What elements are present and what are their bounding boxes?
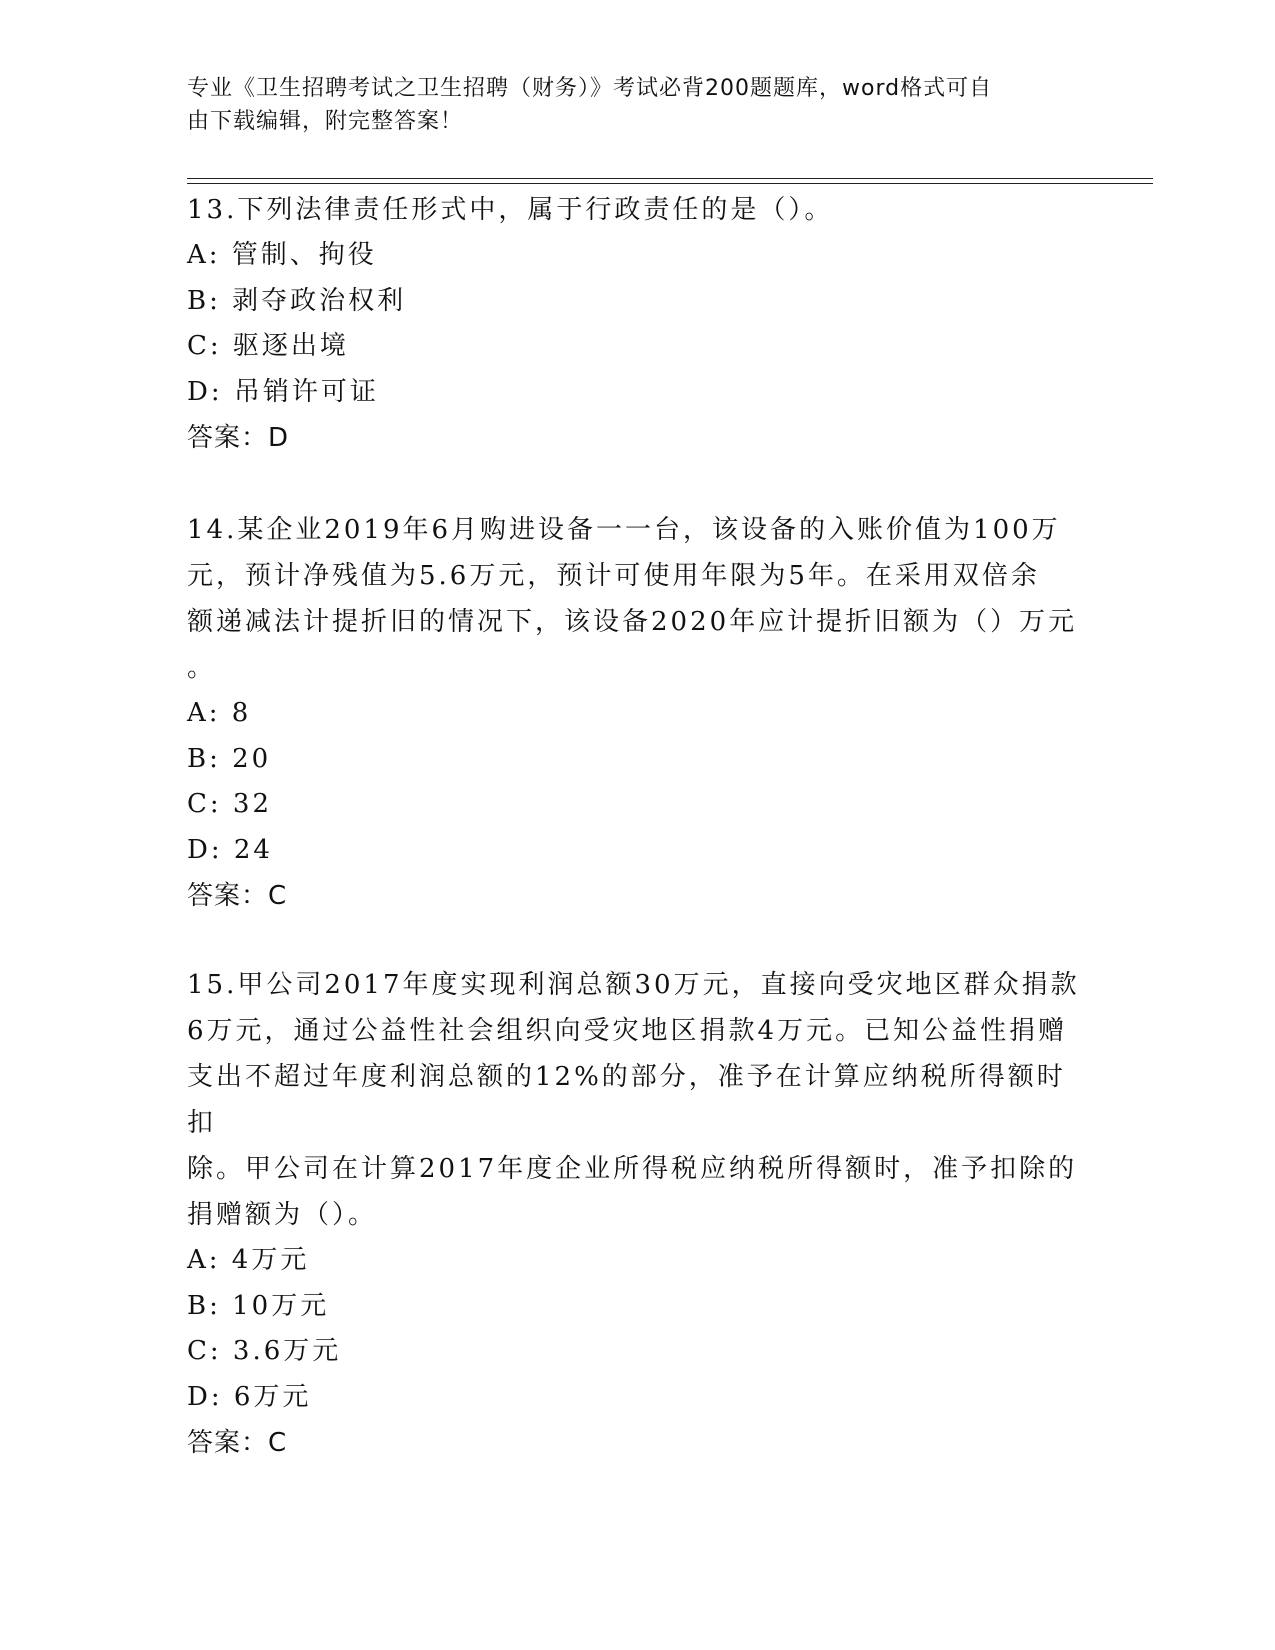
question-14-option-a: A: 8 [187, 698, 252, 728]
question-15-answer: 答案：C [187, 1428, 288, 1458]
question-15-stem-line-4: 除。甲公司在计算2017年度企业所得税应纳税所得额时，准予扣除的 [187, 1154, 1078, 1184]
question-14-answer: 答案：C [187, 881, 288, 911]
question-15-option-d: D: 6万元 [187, 1381, 312, 1412]
question-15-option-b: B: 10万元 [187, 1290, 330, 1321]
question-15-option-c: C: 3.6万元 [187, 1336, 342, 1366]
question-14-stem-line-1: 14.某企业2019年6月购进设备一一台，该设备的入账价值为100万 [187, 515, 1061, 545]
question-14-stem-line-2: 元，预计净残值为5.6万元，预计可使用年限为5年。在采用双倍余 [187, 561, 1040, 591]
header-line-1: 专业《卫生招聘考试之卫生招聘（财务）》考试必背200题题库，word格式可自 [187, 76, 993, 101]
header-divider-bottom [187, 183, 1153, 184]
question-14-option-d: D: 24 [187, 834, 273, 865]
question-13 [187, 187, 1087, 461]
question-15-stem-line-1: 15.甲公司2017年度实现利润总额30万元，直接向受灾地区群众捐款 [187, 970, 1080, 1000]
question-14-option-b: B: 20 [187, 743, 272, 774]
question-15 [187, 962, 1087, 1466]
question-14 [187, 507, 1087, 919]
question-13-option-a: A: 管制、拘役 [187, 240, 377, 270]
document-header [187, 72, 1067, 138]
question-14-stem-line-4: 。 [187, 653, 217, 683]
header-divider-top [187, 178, 1153, 179]
question-13-option-d: D: 吊销许可证 [187, 376, 379, 407]
question-15-stem-line-5: 捐赠额为（）。 [187, 1200, 378, 1230]
question-15-stem-line-2: 6万元，通过公益性社会组织向受灾地区捐款4万元。已知公益性捐赠 [187, 1016, 1068, 1046]
question-13-answer: 答案：D [187, 423, 290, 453]
question-13-stem: 13.下列法律责任形式中，属于行政责任的是（）。 [187, 195, 834, 225]
question-15-option-a: A: 4万元 [187, 1245, 310, 1275]
question-15-stem-line-3: 支出不超过年度利润总额的12%的部分，准予在计算应纳税所得额时扣 [187, 1062, 1066, 1138]
question-13-option-b: B: 剥夺政治权利 [187, 285, 407, 316]
question-13-option-c: C: 驱逐出境 [187, 331, 349, 361]
question-14-stem-line-3: 额递减法计提折旧的情况下，该设备2020年应计提折旧额为（）万元 [187, 607, 1078, 637]
question-14-option-c: C: 32 [187, 789, 273, 819]
header-line-2: 由下载编辑，附完整答案！ [187, 109, 464, 134]
